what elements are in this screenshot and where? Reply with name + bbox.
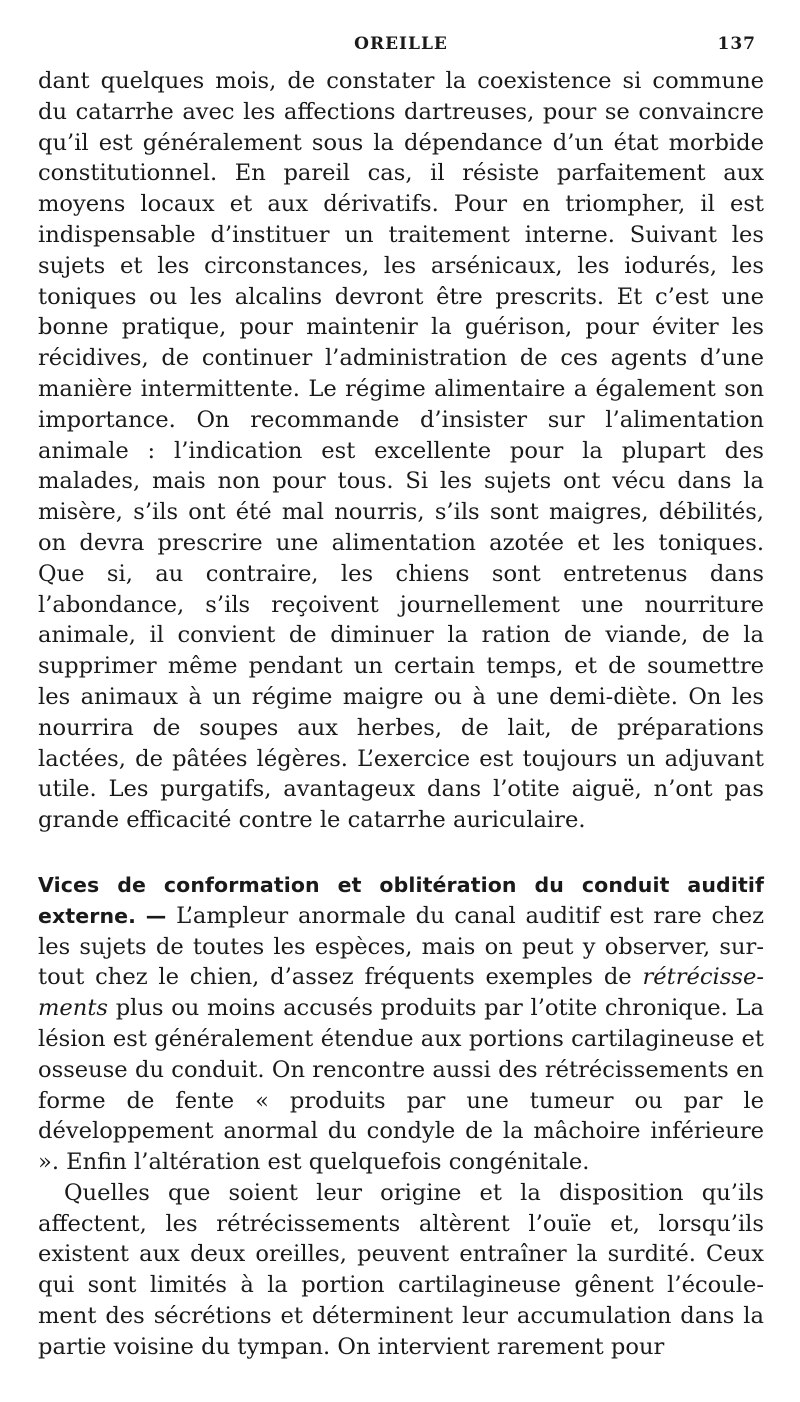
running-head (38, 34, 764, 60)
paragraph-catarrh-treatment: dant quelques mois, de constater la coexistence si commune du catarrhe avec les affections dartreuses, pour se convaincre qu’il est généralement sous la dépendance d’un état morbide constitutionnel. En pareil cas, il résiste parfaitement aux moyens locaux et aux dérivatifs. Pour en triompher, il est indispensable d’instituer un traitement interne. Suivant les sujets et les circonstances, les arsénicaux, les iodurés, les toniques ou les alcalins devront être prescrits. Et c’est une bonne pratique, pour maintenir la guérison, pour éviter les récidives, de continuer l’administration de ces agents d’une manière intermittente. Le régime alimentaire a également son importance. On recommande d’insister sur l’alimentation animale : l’indication est excellente pour la plupart des malades, mais non pour tous. Si les sujets ont vécu dans la misère, s’ils ont été mal nourris, s’ils sont maigres, débilités, on devra prescrire une alimentation azotée et les toniques. Que si, au contraire, les chiens sont entretenus dans l’abondance, s’ils reçoivent journellement une nourriture animale, il convient de diminuer la ration de viande, de la supprimer même pendant un certain temps, et de soumettre les animaux à un régime maigre ou à une demi-diète. On les nourrira de soupes aux herbes, de lait, de préparations lactées, de pâtées légères. L’exercice est toujours un adjuvant utile. Les purgatifs, avantageux dans l’otite aiguë, n’ont pas grande efficacité contre le catarrhe auriculaire. (38, 68, 764, 834)
paragraph-text-part: L’ampleur anormale du canal auditif est rare chez les sujets de toutes les espèces, mais on peut y observer, surtout chez le chien, d’assez fréquents exemples de (38, 902, 764, 991)
running-title: OREILLE (354, 34, 448, 54)
text-body (38, 66, 764, 1363)
paragraph-text-part: plus ou moins accusés produits par l’otite chronique. La lésion est généralement étendue aux portions cartilagineuse et osseuse du conduit. On rencontre aussi des rétrécissements en forme de fente « produits par une tumeur ou par le développement anormal du condyle de la mâchoire inférieure ». Enfin l’altération est quelquefois congénitale. (38, 995, 764, 1176)
section-title: Vices de conformation et oblitération du conduit auditif externe. — (38, 872, 764, 928)
section-spacer (38, 836, 764, 870)
italic-term: rétrécissements (38, 964, 764, 1022)
paragraph-malformations (38, 870, 764, 1178)
paragraph-narrowing-effects: Quelles que soient leur origine et la disposition qu’ils affectent, les rétrécissements altèrent l’ouïe et, lorsqu’ils existent aux deux oreilles, peuvent entraîner la surdité. Ceux qui sont limités à la portion cartilagineuse gênent l’écoulement des sécrétions et déterminent leur accumulation dans la partie voisine du tympan. On intervient rarement pour (38, 1179, 764, 1360)
page-number: 137 (717, 34, 756, 54)
